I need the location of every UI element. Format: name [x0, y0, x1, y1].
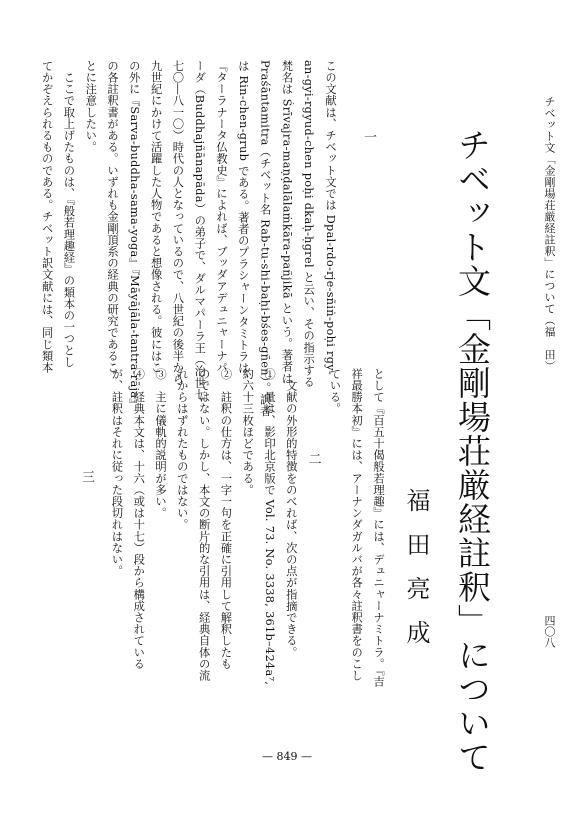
text-line: ① 量は、影印北京版で Vol. 73. No. 3338, 361b–424a⁷,	[263, 368, 277, 686]
section-1-body	[36, 60, 341, 417]
text-line: 約六十三枚ほどである。	[241, 368, 255, 496]
text-line: ③ 主に儀軌的説明が多い。	[154, 368, 168, 519]
text-line: れからはずれたものではない。	[175, 368, 189, 531]
page-number-kanji: 四〇八	[543, 615, 556, 648]
text-line: の各註釈書がある。いずれも金剛頂系の経典の研究であるこ	[106, 60, 120, 374]
section-marker-1: 一	[361, 130, 376, 143]
text-line: ④ 経典本文は、十六（或は十七）段から構成されている	[132, 368, 146, 670]
text-line: ここで取上げたものは、『般若理趣経』の類本の一つとし	[62, 60, 76, 368]
text-line: ② 註釈の仕方は、一字一句を正確に引用して解釈したも	[219, 368, 233, 670]
author-name: 福田亮成	[402, 488, 430, 664]
text-line: この文献は、チベット文では Dpal-rdo-rje-sñiṅ-poḥi rgy-	[324, 60, 337, 376]
section-2-body	[106, 368, 389, 708]
text-line: のではない。しかし、本文の断片的な引用は、経典自体の流	[197, 368, 211, 682]
text-line: の外に『Sarva-buddha-sama-yoga』『Māyājāla-tantra-rāja』	[127, 60, 141, 410]
text-line: は Rin-chen-grub である。著者のプラシャーンタミトラは、	[236, 60, 250, 386]
running-header: チベット文「金剛場荘厳経註釈」について（福 田）	[543, 96, 556, 372]
page-number-footer: — 849 —	[262, 750, 312, 763]
text-line: Praśāntamitra（チベット名 Rab-tu-shi-baḥi-bśes-gñen）。訳者	[258, 60, 272, 417]
text-line: ーダ（Buddhajñānapāda）の弟子で、ダルマパーラ王（治世七	[193, 60, 207, 401]
text-line: とに注意したい。	[84, 60, 98, 153]
text-line: an-gyi-rgyud-chen poḥi dkaḥ-ḥgrel と云い、その指示する	[302, 60, 316, 388]
article-title: チベット文「金剛場荘厳経註釈」について	[453, 128, 492, 774]
text-line: 祥最勝本初』には、アーナンダガルバが各々註釈書をのこし	[350, 368, 364, 682]
text-line: 九世紀にかけて活躍した人物であると想像される。彼にはこ	[149, 60, 163, 374]
text-line: として『百五十偈般若理趣』には、デュニャーナミトラ。『吉	[372, 368, 385, 688]
section-marker-2: 二	[305, 452, 321, 466]
text-line: ている。	[328, 368, 342, 415]
text-line: が、註釈はそれに従った段切れはない。	[110, 368, 124, 577]
text-line: 文献の外形的特徴をのべれば、次の点が指摘できる。	[284, 368, 298, 658]
text-line: 梵名は Śrīvajra-maṇḍalālaṁkāra-pañjikā という。著者は	[280, 60, 294, 384]
text-line: 『ターラナータ仏教史』によれば、ブッダアデュニャーナパ	[215, 60, 229, 374]
section-marker-3: 三	[79, 470, 94, 483]
text-line: 七〇―八一〇）時代の人となっているので、八世紀の後半から	[171, 60, 185, 385]
text-line: てかぞえられるものである。チベット訳文献には、同じ類本	[40, 60, 54, 374]
